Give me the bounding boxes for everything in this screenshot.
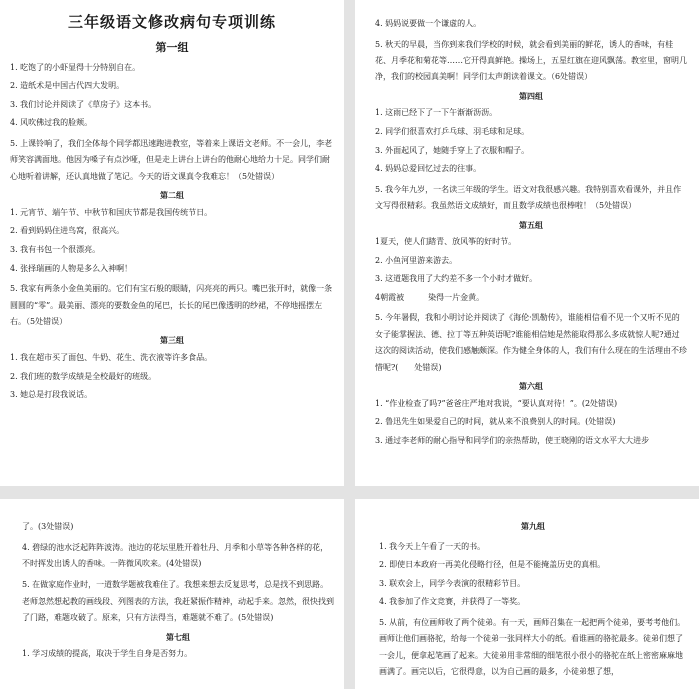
list-item: 5. 上课铃响了，我们全体每个同学都迅速跑进教室，等着来上课语文老师。不一会儿，李老师笑容满面地。他因为嗓子有点沙哑，但是走上讲台上讲台的他耐心地给力十足。同学们耐心地听着讲解，还认真地做了笔记。今天的语文课真令我难忘！（5处错误） — [10, 139, 333, 181]
list-item: 1. “作业检查了吗?”爸爸庄严地对我说，“要认真对待！”。(2处错误) — [375, 398, 618, 408]
list-item: 4. 碧绿的池水泛起阵阵波涛。池边的花坛里胜开着牡丹、月季和小草等各种各样的花，不时挥发出诱人的香味。一阵微风吹来。(4处错误) — [22, 542, 329, 568]
list-item: 3. 我有书包一个很漂亮。 — [10, 245, 101, 255]
list-item: 2. 造纸术是中国古代四大发明。 — [10, 81, 125, 91]
list-item: 2. 同学们很喜欢打乒乓球、羽毛球和足球。 — [375, 126, 530, 136]
list-item: 5. 秋天的早晨，当你到来我们学校的时候，就会看到美丽的鲜花，诱人的香味，有桂花、月季花和菊花等……它开得真鲜艳。操场上，五星红旗在迎风飘荡。教室里，窗明几净，我们的校园真美啊！同学们太声朗读着课文。（6处错误） — [375, 39, 687, 82]
group-5-heading: 第五组 — [519, 219, 543, 230]
document-title: 三年级语文修改病句专项训练 — [67, 13, 276, 31]
group-9-heading: 第九组 — [521, 521, 545, 531]
list-item: 3. 外面起风了，她随手穿上了衣服和帽子。 — [375, 145, 530, 155]
list-item: 了。(3处错误) — [22, 522, 74, 531]
list-item: 5. 从前，有位画师收了两个徒弟。有一天，画师召集在一起把两个徒弟，要考考他们。画师让他们画骆驼，给每一个徒弟一张同样大小的纸。看谁画的骆驼最多。徒弟们想了一会儿，便拿起笔画了起来。大徒弟用非常细的细笔很小很小的骆驼在纸上密密麻麻地画满了。画完以后，它很得意，以为自己画的最多，小徒弟想了想， — [379, 617, 686, 677]
list-item: 1. 我在超市买了面包、牛奶、花生、洗衣液等许多食品。 — [10, 352, 213, 362]
document-page-2 — [355, 0, 699, 486]
list-item: 1. 这雨已经下了一下午渐渐沥沥。 — [375, 108, 498, 118]
list-item: 2. 小鱼河里游来游去。 — [375, 255, 458, 265]
list-item: 3. 这道题我用了大约差不多一个小时才做好。 — [375, 274, 538, 284]
group-2-heading: 第二组 — [160, 190, 184, 201]
group-7-heading: 第七组 — [166, 631, 190, 642]
group-6-heading: 第六组 — [519, 381, 543, 392]
document-page-4 — [355, 499, 699, 689]
list-item: 4. 张择瑞画的人物是多么入神啊！ — [10, 263, 133, 273]
list-item: 1. 我今天上午看了一天的书。 — [379, 541, 486, 551]
list-item: 2. 看到妈妈住进鸟窝，很高兴。 — [10, 226, 125, 236]
list-item: 1. 吃饱了的小虾显得十分特别自在。 — [10, 62, 141, 72]
list-item: 2. 即使日本政府一再美化侵略行径，但是不能掩盖历史的真相。 — [379, 560, 606, 570]
list-item: 3. 通过李老师的耐心指导和同学们的亲热帮助，使王晓刚的语文水平大大进步 — [375, 435, 650, 445]
group-1-heading: 第一组 — [155, 40, 189, 54]
list-item: 4. 风吹佛过我的脸颊。 — [10, 118, 93, 128]
list-item: 5. 我今年九岁，一名读三年级的学生。语文对我很感兴趣。我特别喜欢看课外，并且作文写得很精彩。我虽然语文成绩好，而且数学成绩也很棒啦！（5处错误） — [375, 184, 682, 211]
document-page-1 — [0, 0, 344, 486]
list-item: 3. 联欢会上，同学今表演的很精彩节目。 — [379, 578, 526, 588]
list-item: 5. 我家有两条小金鱼美丽的。它们有宝石般的眼睛，闪亮亮的两只。嘴巴张开时，就像一条圆圆的“零”。最美丽、漂亮的要数金鱼的尾巴，长长的尾巴像透明的纱裙，不停地摇摆左右。（5处错误） — [10, 284, 333, 326]
document-page-3 — [0, 499, 344, 689]
list-item: 1. 学习成绩的提高，取决于学生自身是否努力。 — [22, 649, 193, 659]
list-item: 5. 在做家庭作业时，一道数学题被我难住了。我想来想去反复思考，总是找不到思路。老师忽然想起教的画线段、列图表的方法，我赶紧振作精神，动起手来。忽然，很快找到了门路，难题攻破了。原来，只有方法得当，难题就不难了。(5处错误) — [22, 580, 334, 623]
list-item: 5. 今年暑假，我和小明讨论并阅读了《海伦·凯勒传》，谁能相信看不见一个又听不见的女子能掌握法、德、拉丁等五种英语呢?谁能相信她是然能取得那么多成就惊人呢?通过这次的阅读活动，使我们感触颇深。作为健全身体的人，我们有什么现在的生活理由不珍惜呢?( 处错误) — [375, 313, 687, 372]
list-item: 4. 妈妈说要做一个谦虚的人。 — [375, 19, 482, 28]
list-item: 1. 元宵节、端午节、中秋节和国庆节都是我国传统节日。 — [10, 207, 213, 217]
list-item: 2. 鲁迅先生如果爱自己的时间，就从来不浪费别人的时间。(处错误) — [375, 417, 616, 427]
group-4-heading: 第四组 — [519, 90, 543, 101]
group-3-heading: 第三组 — [160, 335, 184, 346]
list-item: 2. 我们班的数学成绩是全校最好的班级。 — [10, 371, 157, 381]
list-item: 1夏天，使人们踏青、放风筝的好时节。 — [375, 237, 517, 247]
list-item: 3. 她总是打段我说话。 — [10, 390, 93, 400]
list-item: 4. 妈妈总爱回忆过去的往事。 — [375, 164, 482, 174]
list-item: 3. 我们讨论并阅读了《草房子》这本书。 — [10, 99, 157, 109]
list-item: 4. 我参加了作文竞赛，并获得了一等奖。 — [379, 597, 526, 607]
list-item: 4朝霞被 染得一片金黄。 — [375, 292, 485, 302]
